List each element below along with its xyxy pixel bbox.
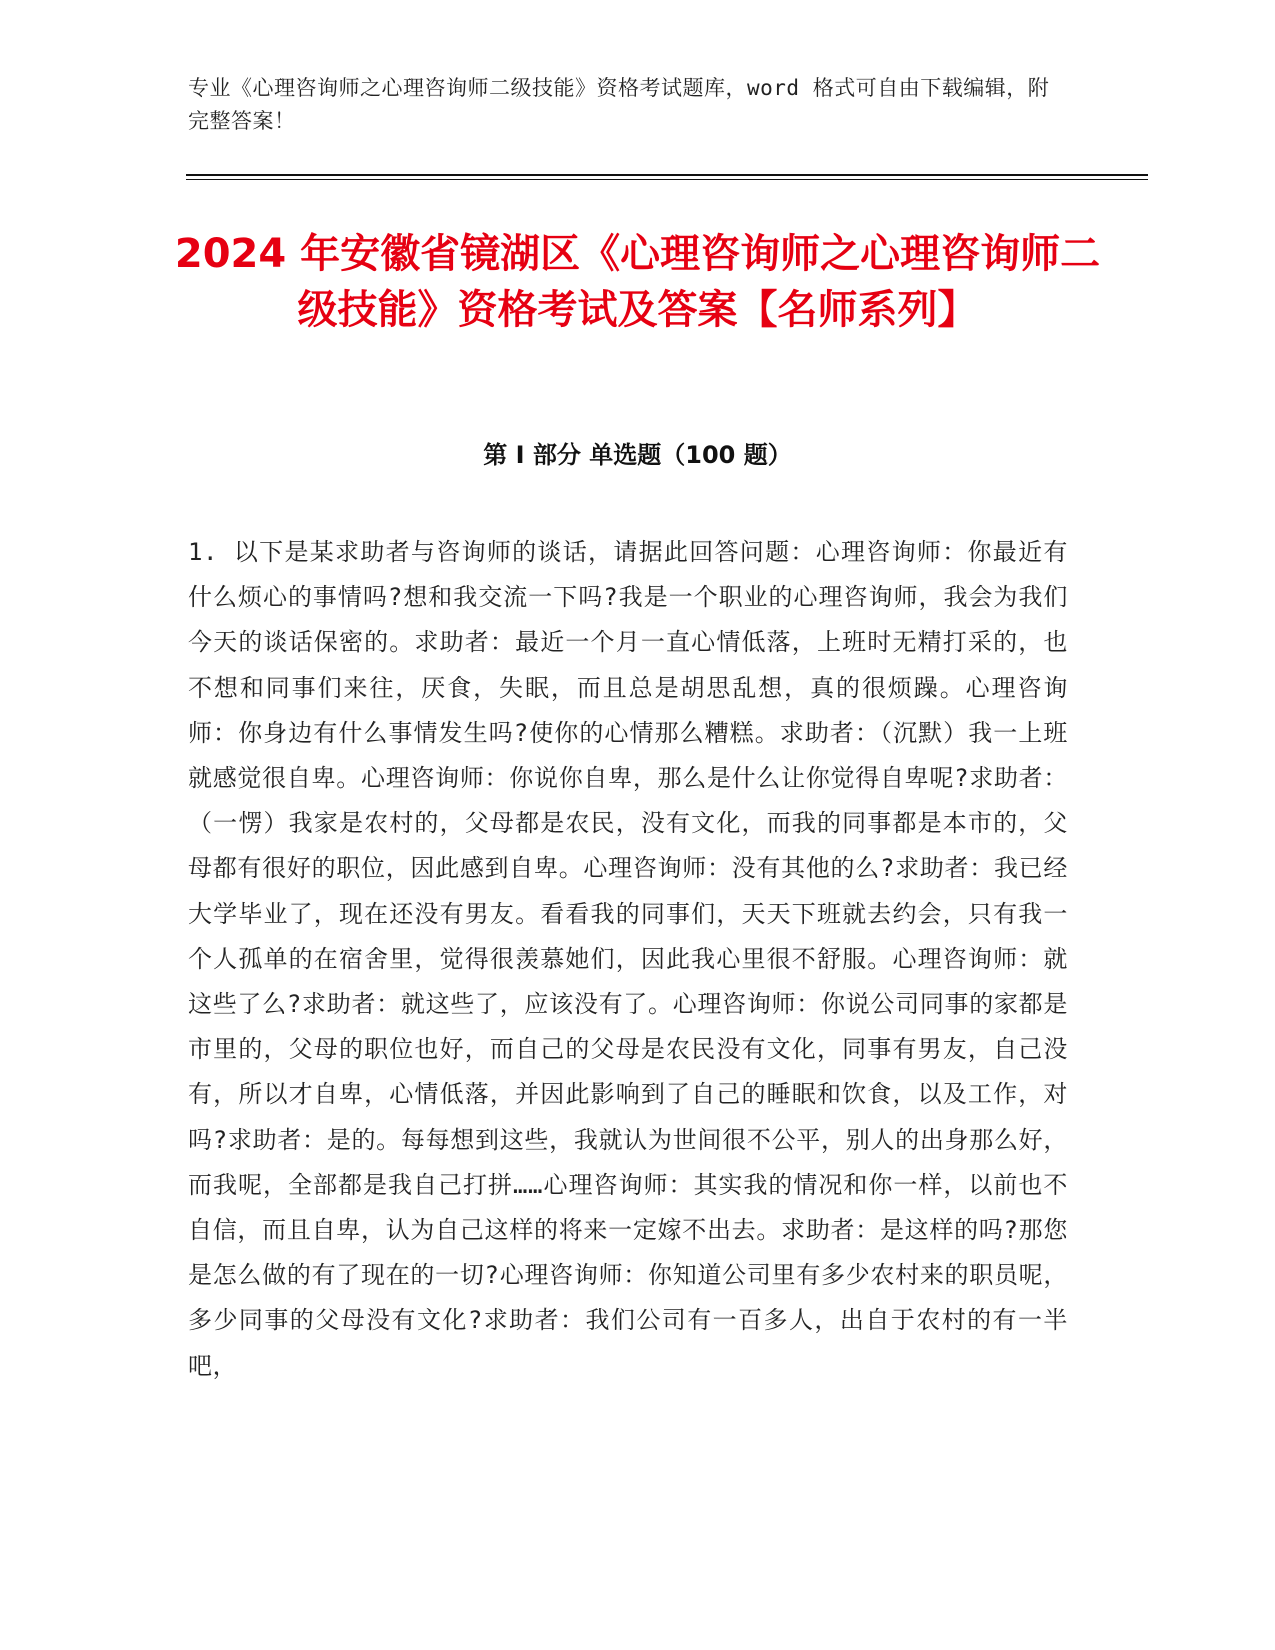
question-text: 1. 以下是某求助者与咨询师的谈话，请据此回答问题：心理咨询师：你最近有什么烦心的事情吗?想和我交流一下吗?我是一个职业的心理咨询师，我会为我们今天的谈话保密的。求助者：最近一个月一直心情低落，上班时无精打采的，也不想和同事们来往，厌食，失眠，而且总是胡思乱想，真的很烦躁。心理咨询师：你身边有什么事情发生吗?使你的心情那么糟糕。求助者：（沉默）我一上班就感觉很自卑。心理咨询师：你说你自卑，那么是什么让你觉得自卑呢?求助者：（一愣）我家是农村的，父母都是农民，没有文化，而我的同事都是本市的，父母都有很好的职位，因此感到自卑。心理咨询师：没有其他的么?求助者：我已经大学毕业了，现在还没有男友。看看我的同事们，天天下班就去约会，只有我一个人孤单的在宿舍里，觉得很羡慕她们，因此我心里很不舒服。心理咨询师：就这些了么?求助者：就这些了，应该没有了。心理咨询师：你说公司同事的家都是市里的，父母的职位也好，而自己的父母是农民没有文化，同事有男友，自己没有，所以才自卑，心情低落，并因此影响到了自己的睡眠和饮食，以及工作，对吗?求助者：是的。每每想到这些，我就认为世间很不公平，别人的出身那么好，而我呢，全部都是我自己打拼……心理咨询师：其实我的情况和你一样，以前也不自信，而且自卑，认为自己这样的将来一定嫁不出去。求助者：是这样的吗?那您是怎么做的有了现在的一切?心理咨询师：你知道公司里有多少农村来的职员呢，多少同事的父母没有文化?求助者：我们公司有一百多人，出自于农村的有一半吧， (188, 538, 1068, 1380)
document-title: 2024 年安徽省镜湖区《心理咨询师之心理咨询师二级技能》资格考试及答案【名师系列】 (174, 231, 1101, 333)
header-note: 专业《心理咨询师之心理咨询师二级技能》资格考试题库，word 格式可自由下载编辑，附完整答案！ (188, 76, 1050, 133)
section-heading: 第 I 部分 单选题（100 题） (483, 441, 792, 469)
header-divider-thick (186, 174, 1148, 176)
header-divider-thin (186, 179, 1148, 180)
